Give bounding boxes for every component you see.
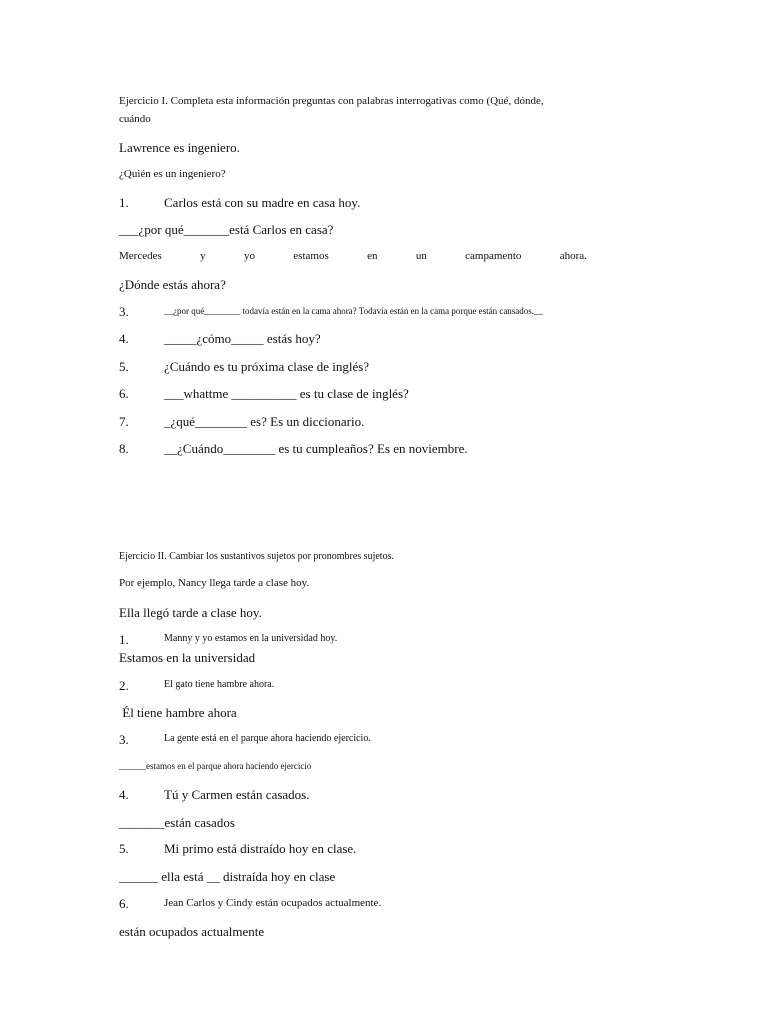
word: campamento <box>465 250 522 262</box>
exercise2-answer-5: ______ ella está __ distraída hoy en clase <box>119 869 336 884</box>
example-question: ¿Quién es un ingeniero? <box>119 168 226 180</box>
word: un <box>415 250 427 262</box>
item-number: 5. <box>119 359 129 374</box>
exercise2-answer-2: Él tiene hambre ahora <box>119 705 237 720</box>
item-text: __¿por qué________ todavía están en la cama ahora? Todavía están en la cama porque están cansados.__ <box>164 306 544 316</box>
item-number: 1. <box>119 195 129 210</box>
item-number: 6. <box>119 386 129 401</box>
item-number: 8. <box>119 441 129 456</box>
example-statement: Lawrence es ingeniero. <box>119 140 240 155</box>
exercise1-heading-line2: cuándo <box>119 113 151 125</box>
exercise2-example-intro: Por ejemplo, Nancy llega tarde a clase hoy. <box>119 577 310 589</box>
item-number: 4. <box>119 787 129 802</box>
word: en <box>367 250 378 262</box>
exercise2-answer-4: _______están casados <box>119 815 235 830</box>
word: ahora. <box>559 250 587 262</box>
word: estamos <box>293 250 329 262</box>
item-text: Manny y yo estamos en la universidad hoy. <box>164 633 338 644</box>
exercise1-sentence-2 <box>119 250 587 262</box>
item-text: __¿Cuándo________ es tu cumpleaños? Es en noviembre. <box>164 441 468 456</box>
item-text: Jean Carlos y Cindy están ocupados actualmente. <box>164 897 382 909</box>
exercise2-answer-6: están ocupados actualmente <box>119 924 265 939</box>
item-text: El gato tiene hambre ahora. <box>164 679 275 690</box>
item-number: 1. <box>119 632 129 647</box>
item-text: _____¿cómo_____ estás hoy? <box>164 331 321 346</box>
item-number: 3. <box>119 732 129 747</box>
exercise1-heading-line1: Ejercicio I. Completa esta información preguntas con palabras interrogativas como (Qué, dónde, <box>119 95 544 107</box>
exercise2-example-answer: Ella llegó tarde a clase hoy. <box>119 605 262 620</box>
word: Mercedes <box>119 250 162 262</box>
item-number: 5. <box>119 841 129 856</box>
exercise2-answer-1: Estamos en la universidad <box>119 650 256 665</box>
item-number: 7. <box>119 414 129 429</box>
item-text: ___whattme __________ es tu clase de inglés? <box>164 386 409 401</box>
item-number: 6. <box>119 896 129 911</box>
item-number: 4. <box>119 331 129 346</box>
word: y <box>200 250 206 262</box>
exercise2-answer-3: ______estamos en el parque ahora haciendo ejercicio <box>119 761 312 771</box>
item-text: La gente está en el parque ahora haciendo ejercicio. <box>164 733 371 744</box>
exercise1-answer-2: ¿Dónde estás ahora? <box>119 277 226 292</box>
item-text: Carlos está con su madre en casa hoy. <box>164 195 361 210</box>
item-text: _¿qué________ es? Es un diccionario. <box>164 414 365 429</box>
item-text: ¿Cuándo es tu próxima clase de inglés? <box>164 359 370 374</box>
word: yo <box>243 250 255 262</box>
exercise2-heading: Ejercicio II. Cambiar los sustantivos sujetos por pronombres sujetos. <box>119 551 394 562</box>
item-text: Mi primo está distraído hoy en clase. <box>164 841 357 856</box>
exercise1-answer-1: ___¿por qué_______está Carlos en casa? <box>119 222 334 237</box>
item-number: 2. <box>119 678 129 693</box>
item-text: Tú y Carmen están casados. <box>164 787 310 802</box>
item-number: 3. <box>119 304 129 319</box>
